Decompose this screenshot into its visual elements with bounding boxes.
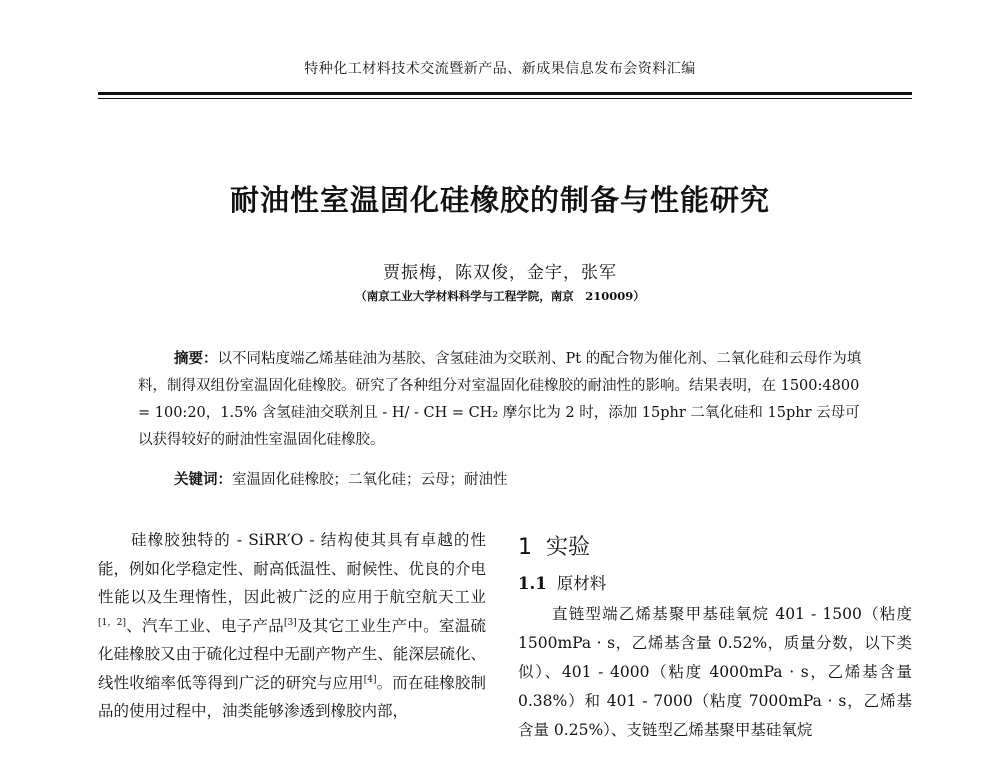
subsection-title: 原材料 — [556, 574, 607, 593]
paper-affiliation: （南京工业大学材料科学与工程学院，南京 210009） — [355, 289, 645, 303]
materials-paragraph: 直链型端乙烯基聚甲基硅氧烷 401 - 1500（粘度 1500mPa · s，乙烯基含量 0.52%，质量分数，以下类似）、401 - 4000（粘度 4000mPa · s，乙烯基含量 0.38%）和 401 - 7000（粘度 7000mPa · s，乙烯基含量 0.25%）、支链型乙烯基聚甲基硅氧烷 — [518, 605, 912, 739]
citation-4: [4] — [363, 674, 377, 685]
intro-text-2: 、汽车工业、电子产品 — [126, 616, 284, 635]
abstract — [138, 345, 873, 454]
intro-paragraph — [98, 526, 486, 726]
section-title: 实验 — [546, 535, 591, 560]
abstract-text: 以不同粘度端乙烯基硅油为基胶、含氢硅油为交联剂、Pt 的配合物为催化剂、二氧化硅和云母作为填料，制得双组份室温固化硅橡胶。研究了各种组分对室温固化硅橡胶的耐油性的影响。结果表明，在 1500:4800 = 100:20，1.5% 含氢硅油交联剂且 - H/ - CH = CH₂ 摩尔比为 2 时，添加 15phr 二氧化硅和 15phr 云母可以获得较好的耐油性室温固化硅橡胶。 — [138, 351, 862, 448]
running-header: 特种化工材料技术交流暨新产品、新成果信息发布会资料汇编 — [304, 61, 696, 77]
abstract-label: 摘要： — [174, 350, 218, 367]
subsection-number: 1.1 — [518, 574, 547, 593]
section-heading-experiment — [518, 530, 590, 561]
citation-1-2: [1，2] — [98, 617, 127, 628]
keywords-text: 室温固化硅橡胶；二氧化硅；云母；耐油性 — [232, 472, 508, 488]
keywords-label: 关键词： — [174, 471, 232, 488]
intro-text-1: 硅橡胶独特的 - SiRR′O - 结构使其具有卓越的性能，例如化学稳定性、耐高低温性、耐候性、优良的介电性能以及生理惰性，因此被广泛的应用于航空航天工业 — [98, 531, 486, 606]
header-rule-thick — [98, 92, 912, 95]
intro-text-4: 。而在硅橡胶制品的使用过程中，油类能够渗透到橡胶内部， — [98, 673, 486, 720]
intro-text-3: 及其它工业生产中。室温硫化硅橡胶又由于硫化过程中无副产物产生、能深层硫化、线性收缩率低等得到广泛的研究与应用 — [98, 616, 486, 692]
citation-3: [3] — [283, 617, 297, 628]
section-number: 1 — [518, 535, 532, 560]
header-rule-thin — [98, 98, 912, 99]
paper-authors: 贾振梅，陈双俊，金宇，张军 — [383, 263, 617, 283]
paper-title: 耐油性室温固化硅橡胶的制备与性能研究 — [229, 183, 770, 217]
subsection-heading-materials — [518, 570, 606, 594]
keywords — [174, 468, 508, 489]
